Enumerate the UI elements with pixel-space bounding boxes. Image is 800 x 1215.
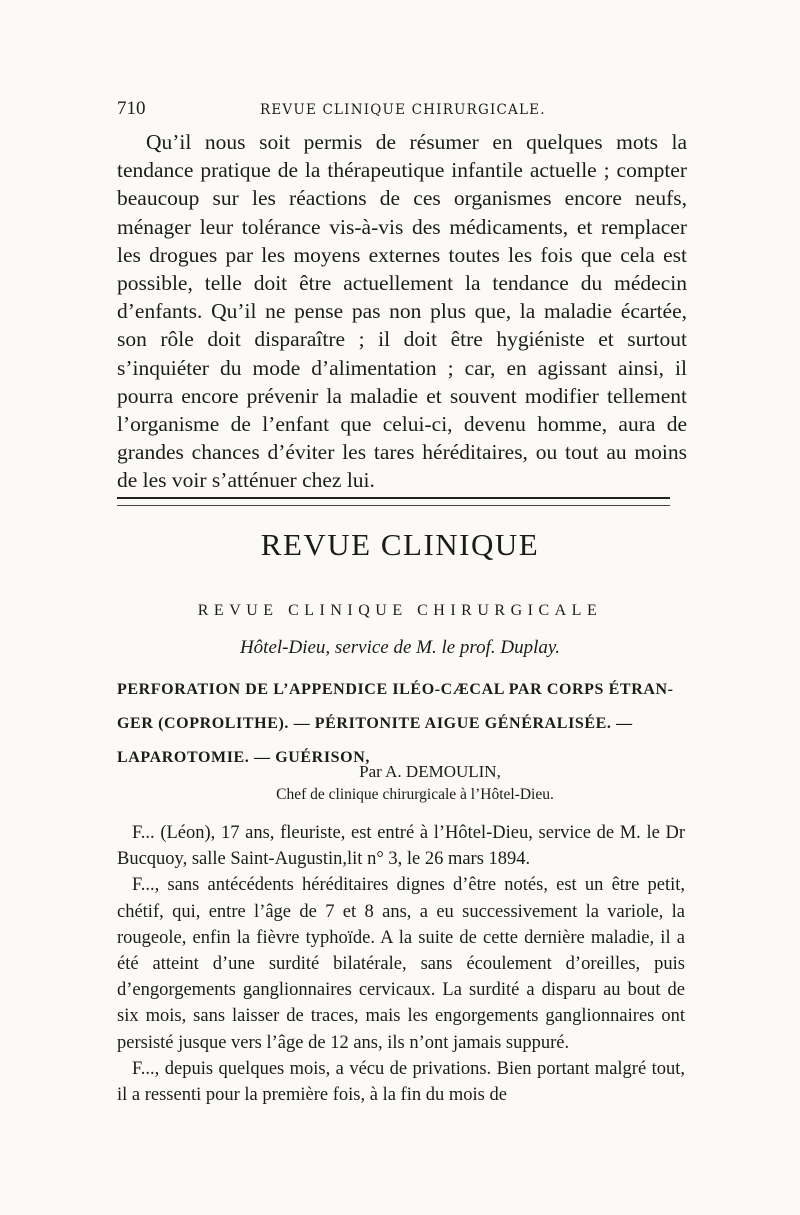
page-number: 710 <box>117 98 146 119</box>
article-title-line: GER (COPROLITHE). — PÉRITONITE AIGUE GÉNÉRALISÉE. — <box>117 715 633 732</box>
body-paragraph: F..., sans antécédents héréditaires dignes d’être notés, est un être petit, chétif, qui, entre l’âge de 7 et 8 ans, a eu successivement la variole, la rougeole, enfin la fièvre typhoïde. A la suite de cette dernière maladie, il a été atteint d’une surdité bilatérale, sans écoulement d’oreilles, puis d’engorgements ganglionnaires cervicaux. La surdité a disparu au bout de six mois, sans laisser de traces, mais les engorgements ganglionnaires ont persisté jusque vers l’âge de 12 ans, ils n’ont jamais suppuré. <box>117 875 685 1053</box>
intro-paragraph: Qu’il nous soit permis de résumer en quelques mots la tendance pratique de la thérapeutique infantile actuelle ; compter beaucoup sur les réactions de ces organismes encore neufs, ménager leur tolérance vis-à-vis des médicaments, et remplacer les drogues par les moyens externes toutes les fois que cela est possible, telle doit être actuellement la tendance du médecin d’enfants. Qu’il ne pense pas non plus que, la maladie écartée, son rôle doit disparaître ; il doit être hygiéniste et surtout s’inquiéter du mode d’alimentation ; car, en agissant ainsi, il pourra encore prévenir la maladie et souvent modifier tellement l’organisme de l’enfant que celui-ci, devenu homme, aura de grandes chances d’éviter les tares héréditaires, ou tout au moins de les voir s’atténuer chez lui. <box>117 130 687 493</box>
journal-title: REVUE CLINIQUE CHIRURGICALE. <box>260 102 546 118</box>
subsection-title: REVUE CLINIQUE CHIRURGICALE <box>197 602 603 619</box>
running-head <box>117 98 687 120</box>
body-paragraph: F... (Léon), 17 ans, fleuriste, est entré à l’Hôtel-Dieu, service de M. le Dr Bucquoy, salle Saint-Augustin,lit n° 3, le 26 mars 1894. <box>117 823 685 870</box>
article-body <box>117 820 685 1108</box>
article-title-line: LAPAROTOMIE. — GUÉRISON, <box>117 749 370 766</box>
article-title <box>117 673 683 775</box>
author-affiliation: Chef de clinique chirurgicale à l’Hôtel-Dieu. <box>276 786 554 803</box>
section-title: REVUE CLINIQUE <box>260 527 540 562</box>
section-divider-thick <box>117 497 670 499</box>
section-divider-thin <box>117 505 670 506</box>
article-title-line: PERFORATION DE L’APPENDICE ILÉO-CÆCAL PAR CORPS ÉTRAN- <box>117 681 674 698</box>
body-paragraph: F..., depuis quelques mois, a vécu de privations. Bien portant malgré tout, il a ressenti pour la première fois, à la fin du mois de <box>117 1058 685 1106</box>
service-line: Hôtel-Dieu, service de M. le prof. Duplay. <box>239 637 561 658</box>
author-byline: Par A. DEMOULIN, <box>359 762 501 781</box>
